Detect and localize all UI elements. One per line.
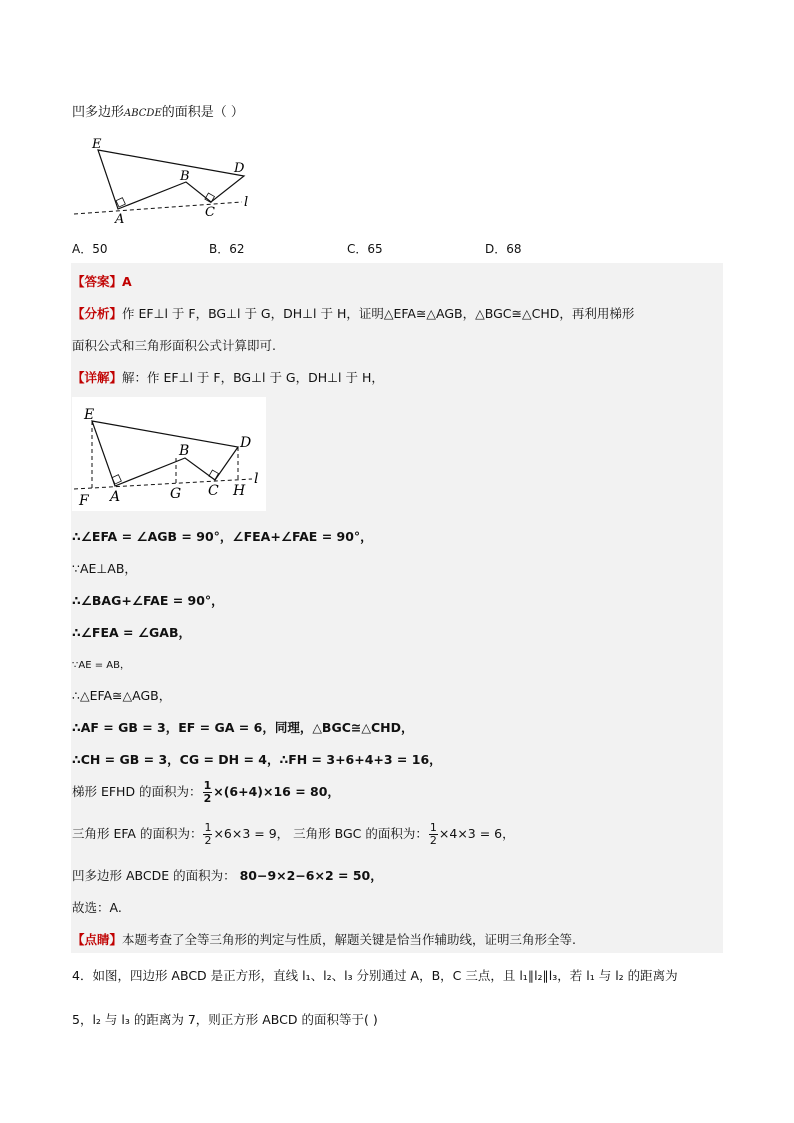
label-l-2: l [254,471,259,487]
choose-line: 故选：A. [72,900,122,915]
fraction-half-2 [429,822,438,847]
right-angle-c-2 [209,470,219,480]
step-6: ∴△EFA≅△AGB， [72,688,172,703]
trapezoid-prefix: 梯形 EFHD 的面积为： [72,784,202,799]
comment-text: 本题考查了全等三角形的判定与性质，解题关键是恰当作辅助线，证明三角形全等. [122,932,576,947]
label-g: G [170,486,182,502]
detail-line [72,368,384,386]
line-l [74,202,242,214]
area-prefix: 凹多边形 ABCDE 的面积为： [72,868,236,883]
fraction-num-2: 1 [429,821,437,834]
analysis-tag: 【分析】 [72,306,123,321]
choices [72,240,722,258]
label-a-2: A [110,489,121,505]
answer-line [72,272,132,290]
fraction-num-1: 1 [204,821,212,834]
label-a: A [115,212,125,225]
fraction-den: 2 [203,792,212,805]
detail-tag: 【详解】 [72,370,123,385]
comment-tag: 【点睛】 [72,932,123,947]
polygon-abcde [98,150,244,209]
fraction-den-2: 2 [429,834,437,847]
analysis-text-1: 作 EF⊥l 于 F，BG⊥l 于 G，DH⊥l 于 H，证明△EFA≅△AGB，△BGC≅△CHD，再利用梯形 [122,306,635,321]
label-l: l [244,195,249,210]
fraction-den-1: 2 [204,834,212,847]
choice-c[interactable]: C．65 [347,242,383,256]
question-prefix: 凹多边形 [72,105,125,120]
triangle2-prefix: 三角形 BGC 的面积为： [293,826,428,841]
trapezoid-rest: ×(6+4)×16 = 80， [213,784,340,799]
figure-polygon [72,130,262,225]
area-line [72,866,383,884]
label-b: B [180,169,190,184]
line-l2 [74,479,252,489]
triangle1-prefix: 三角形 EFA 的面积为： [72,826,203,841]
figure2-frame [72,397,266,511]
label-h: H [233,483,246,499]
step-3: ∴∠BAG+∠FAE = 90°， [72,593,224,608]
fraction-half-1 [203,822,212,847]
trapezoid-line [72,780,340,805]
detail-text: 解：作 EF⊥l 于 F，BG⊥l 于 G，DH⊥l 于 H， [122,370,384,385]
question-suffix: 的面积是（ ） [161,105,244,120]
label-f: F [79,493,89,509]
step-4: ∴∠FEA = ∠GAB， [72,625,192,640]
label-b-2: B [179,443,190,459]
answer-value: A [122,274,132,289]
q4-line-2: 5，l₂ 与 l₃ 的距离为 7，则正方形 ABCD 的面积等于( ) [72,1012,378,1027]
comment-line [72,930,576,948]
q4-line-1: 4．如图，四边形 ABCD 是正方形，直线 l₁、l₂、l₃ 分别通过 A，B，C 三点，且 l₁∥l₂∥l₃，若 l₁ 与 l₂ 的距离为 [72,968,678,983]
triangles-line [72,822,515,847]
polygon-name: ABCDE [124,108,162,119]
question-stem [72,101,244,120]
step-2: ∵AE⊥AB， [72,561,137,576]
label-d-2: D [240,435,252,451]
label-e: E [92,137,102,152]
triangle1-rest: ×6×3 = 9， [213,826,290,841]
choice-d[interactable]: D．68 [485,242,522,256]
label-c: C [205,205,215,220]
step-1: ∴∠EFA = ∠AGB = 90°，∠FEA+∠FAE = 90°， [72,529,373,544]
step-5: ∵AE = AB， [72,660,130,671]
figure-auxiliary [72,397,266,511]
answer-tag: 【答案】 [72,274,123,289]
label-e-2: E [84,407,95,423]
area-value: 80−9×2−6×2 = 50， [239,868,383,883]
analysis-line-2: 面积公式和三角形面积公式计算即可. [72,338,276,353]
step-8: ∴CH = GB = 3，CG = DH = 4，∴FH = 3+6+4+3 = 16， [72,752,442,767]
choice-a[interactable]: A．50 [72,242,108,256]
triangle2-rest: ×4×3 = 6， [438,826,515,841]
fraction-num: 1 [203,779,212,792]
choice-b[interactable]: B．62 [209,242,245,256]
step-7: ∴AF = GB = 3，EF = GA = 6，同理，△BGC≅△CHD， [72,720,414,735]
label-d: D [234,161,245,176]
label-c-2: C [208,483,219,499]
analysis-line-1 [72,304,634,322]
fraction-half [203,780,213,805]
polygon-abcde-2 [92,421,238,486]
